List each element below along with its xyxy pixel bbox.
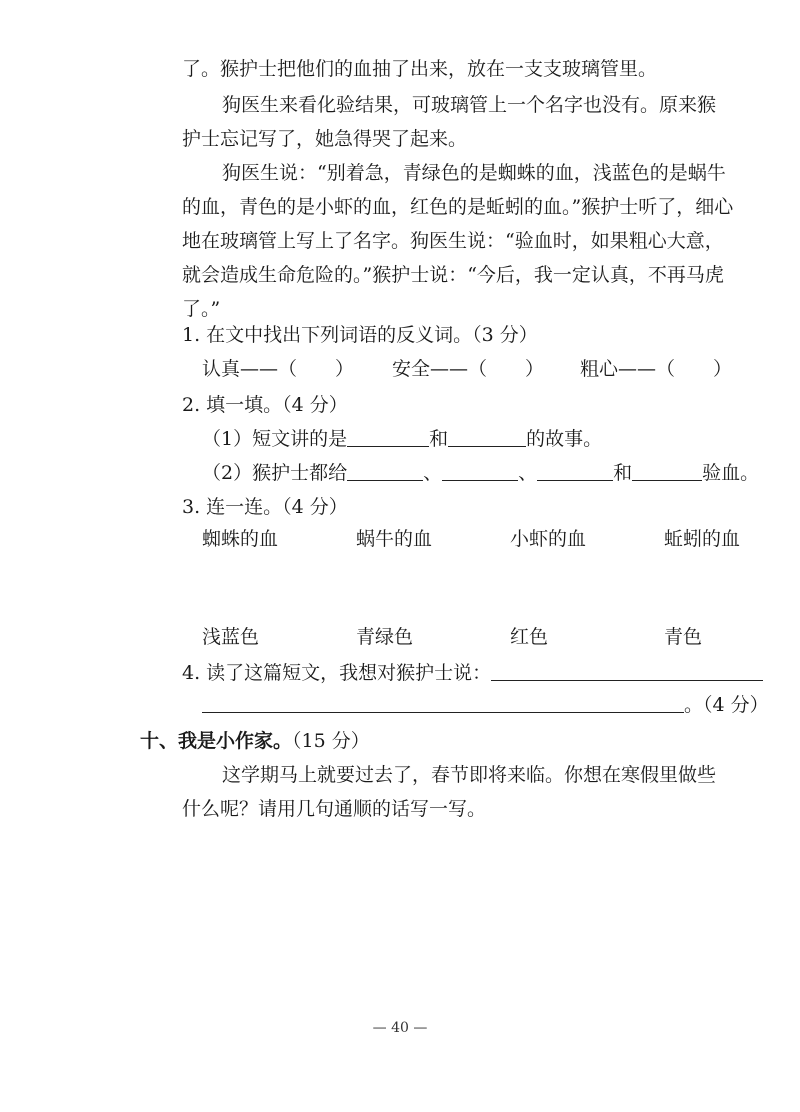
q3-bottom-item[interactable]: 浅蓝色 xyxy=(202,626,260,648)
passage-line: 了。” xyxy=(182,298,221,320)
q2-sub-2: （2）猴护士都给 、 、 和 验血。 xyxy=(202,462,760,484)
answer-line[interactable] xyxy=(491,660,763,681)
answer-blank[interactable] xyxy=(442,460,518,481)
passage-line: 了。猴护士把他们的血抽了出来，放在一支支玻璃管里。 xyxy=(182,58,658,80)
q3-stem: 3. 连一连。（4 分） xyxy=(182,496,348,518)
page-number: — 40 — xyxy=(372,1020,428,1036)
q3-top-item[interactable]: 小虾的血 xyxy=(510,528,587,550)
q3-bottom-item[interactable]: 青色 xyxy=(664,626,703,648)
passage-line: 地在玻璃管上写上了名字。狗医生说：“验血时，如果粗心大意， xyxy=(182,230,724,252)
q1-item-2: 安全——（ ） xyxy=(392,358,545,380)
q3-top-item[interactable]: 蚯蚓的血 xyxy=(664,528,741,550)
passage-line: 狗医生来看化验结果，可玻璃管上一个名字也没有。原来猴 xyxy=(222,94,717,116)
q3-bottom-item[interactable]: 红色 xyxy=(510,626,549,648)
answer-blank[interactable] xyxy=(537,460,613,481)
answer-blank[interactable] xyxy=(347,426,429,447)
q3-top-item[interactable]: 蜘蛛的血 xyxy=(202,528,279,550)
q2-sub-1: （1）短文讲的是 和 的故事。 xyxy=(202,428,603,450)
q4-second-row: 。（4 分） xyxy=(202,692,769,718)
q1-stem: 1. 在文中找出下列词语的反义词。（3 分） xyxy=(182,324,538,346)
answer-blank[interactable] xyxy=(448,426,526,447)
q1-item-3: 粗心——（ ） xyxy=(580,358,733,380)
q3-bottom-item[interactable]: 青绿色 xyxy=(356,626,414,648)
passage-line: 的血，青色的是小虾的血，红色的是蚯蚓的血。”猴护士听了，细心 xyxy=(182,196,734,218)
q4-stem-row xyxy=(182,660,763,686)
passage-line: 狗医生说：“别着急，青绿色的是蜘蛛的血，浅蓝色的是蜗牛 xyxy=(222,162,726,184)
answer-blank[interactable] xyxy=(347,460,423,481)
q1-item-1: 认真——（ ） xyxy=(202,358,355,380)
passage-line: 就会造成生命危险的。”猴护士说：“今后，我一定认真，不再马虎 xyxy=(182,264,724,286)
passage-line: 护士忘记写了，她急得哭了起来。 xyxy=(182,128,468,150)
writing-prompt-line: 什么呢？请用几句通顺的话写一写。 xyxy=(182,798,487,820)
answer-blank[interactable] xyxy=(632,460,702,481)
q2-stem: 2. 填一填。（4 分） xyxy=(182,394,348,416)
answer-line[interactable] xyxy=(202,692,684,713)
q3-top-item[interactable]: 蜗牛的血 xyxy=(356,528,433,550)
q4-stem: 4. 读了这篇短文，我想对猴护士说： xyxy=(182,662,492,684)
writing-prompt-line: 这学期马上就要过去了，春节即将来临。你想在寒假里做些 xyxy=(222,764,717,786)
section-10-title: 十、我是小作家。（15 分） xyxy=(140,730,370,752)
